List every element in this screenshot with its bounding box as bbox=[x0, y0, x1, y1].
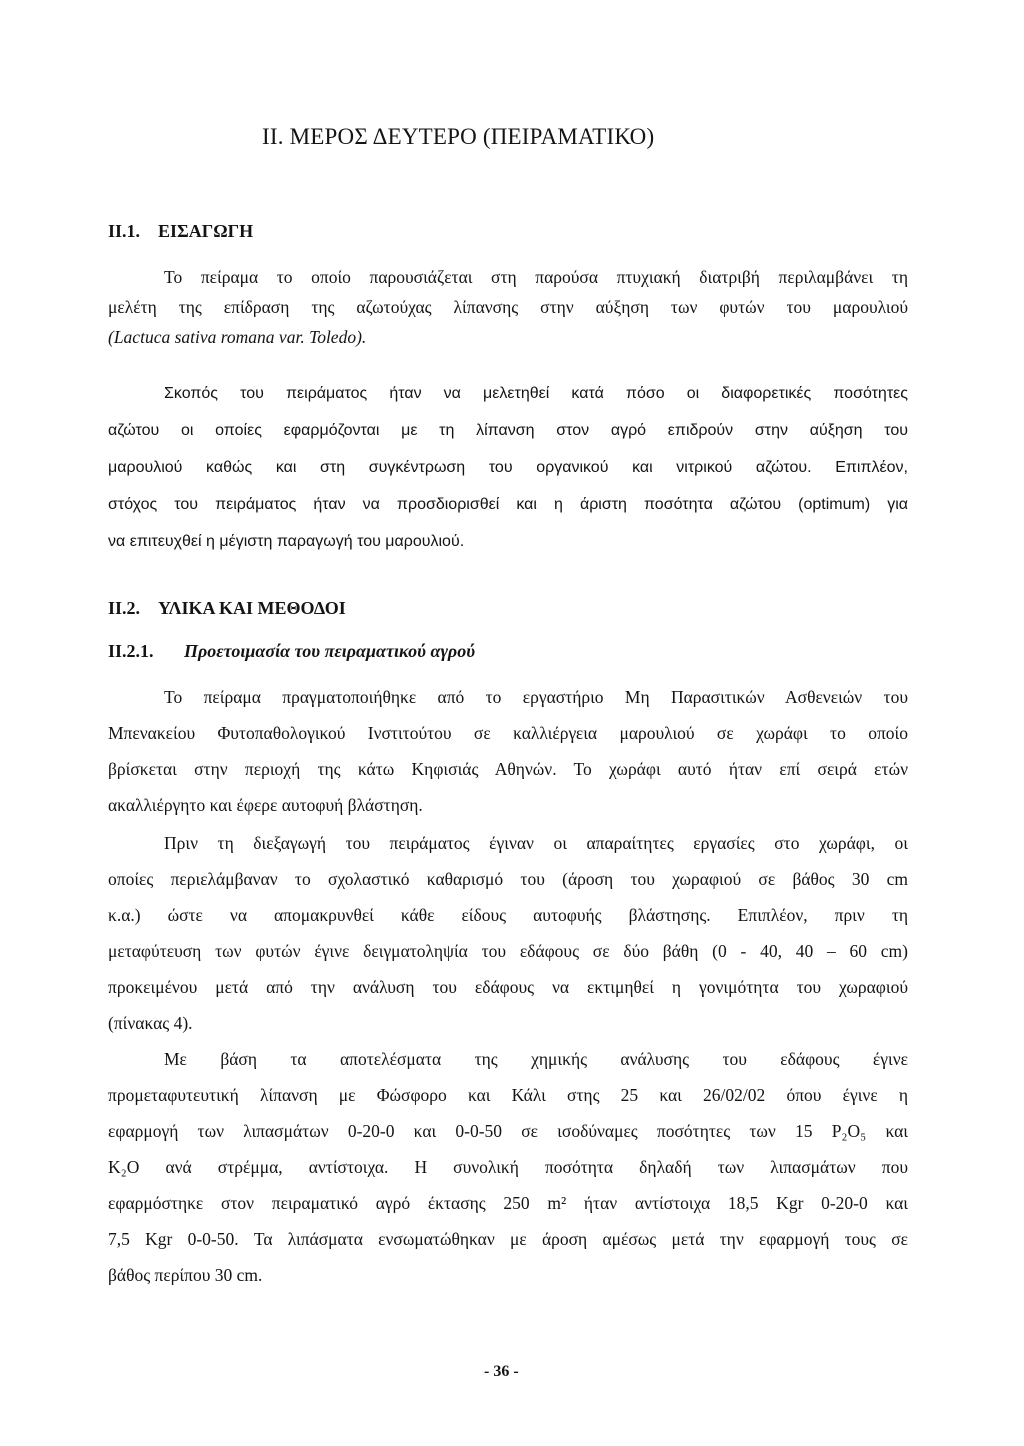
section-title: ΥΛΙΚΑ ΚΑΙ ΜΕΘΟΔΟΙ bbox=[158, 598, 346, 618]
text-line: μαρουλιού καθώς και στη συγκέντρωση του οργανικού και νιτρικού αζώτου. Επιπλέον, bbox=[108, 459, 908, 476]
subsection-title: Προετοιμασία του πειραματικού αγρού bbox=[184, 641, 476, 661]
section-heading-materials-methods bbox=[108, 598, 346, 619]
text-line: Το πείραμα το οποίο παρουσιάζεται στη παρούσα πτυχιακή διατριβή περιλαμβάνει τη bbox=[164, 267, 908, 287]
page-number: - 36 - bbox=[484, 1363, 519, 1380]
text-line: K₂O ανά στρέμμα, αντίστοιχα. Η συνολική ποσότητα δηλαδή των λιπασμάτων που bbox=[108, 1157, 908, 1177]
intro-paragraph-1 bbox=[108, 262, 908, 352]
text-line: Μπενακείου Φυτοπαθολογικού Ινστιτούτου σε καλλιέργεια μαρουλιού σε χωράφι το οποίο bbox=[108, 723, 908, 743]
text-line: αζώτου οι οποίες εφαρμόζονται με τη λίπανση στον αγρό επιδρούν στην αύξηση του bbox=[108, 422, 908, 439]
text-line: κ.α.) ώστε να απομακρυνθεί κάθε είδους αυτοφυής βλάστησης. Επιπλέον, πριν τη bbox=[108, 905, 908, 925]
text-line: Πριν τη διεξαγωγή του πειράματος έγιναν οι απαραίτητες εργασίες στο χωράφι, οι bbox=[164, 833, 908, 853]
text-line: 7,5 Kgr 0-0-50. Τα λιπάσματα ενσωματώθηκαν με άροση αμέσως μετά την εφαρμογή τους σε bbox=[108, 1229, 908, 1249]
text-line: μελέτη της επίδραση της αζωτούχας λίπανσης στην αύξηση των φυτών του μαρουλιού bbox=[108, 297, 908, 317]
text-line: οποίες περιελάμβαναν το σχολαστικό καθαρισμό του (άροση του χωραφιού σε βάθος 30 cm bbox=[108, 869, 908, 889]
field-paragraph-1 bbox=[108, 679, 908, 823]
section-heading-introduction bbox=[108, 221, 253, 242]
text-line: στόχος του πειράματος ήταν να προσδιορισθεί και η άριστη ποσότητα αζώτου (optimum) για bbox=[108, 496, 908, 513]
section-title: ΕΙΣΑΓΩΓΗ bbox=[158, 221, 254, 241]
section-number: II.2. bbox=[108, 598, 141, 618]
page-title: II. ΜΕΡΟΣ ΔΕΥΤΕΡΟ (ΠΕΙΡΑΜΑΤΙΚΟ) bbox=[262, 124, 655, 149]
text-line: (πίνακας 4). bbox=[108, 1013, 193, 1033]
subsection-number: II.2.1. bbox=[108, 641, 154, 661]
section-number: II.1. bbox=[108, 221, 141, 241]
text-line: (Lactuca sativa romana var. Toledo). bbox=[108, 327, 367, 347]
subsection-heading-field-preparation bbox=[108, 641, 475, 662]
text-line: εφαρμογή των λιπασμάτων 0-20-0 και 0-0-50 σε ισοδύναμες ποσότητες των 15 P₂O₅ και bbox=[108, 1121, 908, 1141]
text-line: εφαρμόστηκε στον πειραματικό αγρό έκτασης 250 m² ήταν αντίστοιχα 18,5 Kgr 0-20-0 και bbox=[108, 1193, 908, 1213]
field-paragraph-3 bbox=[108, 1041, 908, 1293]
text-line: να επιτευχθεί η μέγιστη παραγωγή του μαρουλιού. bbox=[108, 533, 465, 550]
text-line: βρίσκεται στην περιοχή της κάτω Κηφισιάς Αθηνών. Το χωράφι αυτό ήταν επί σειρά ετών bbox=[108, 759, 908, 779]
text-line: Το πείραμα πραγματοποιήθηκε από το εργαστήριο Μη Παρασιτικών Ασθενειών του bbox=[164, 687, 908, 707]
text-line: μεταφύτευση των φυτών έγινε δειγματοληψία του εδάφους σε δύο βάθη (0 - 40, 40 – 60 cm) bbox=[108, 941, 908, 961]
text-line: προκειμένου μετά από την ανάλυση του εδάφους να εκτιμηθεί η γονιμότητα του χωραφιού bbox=[108, 977, 908, 997]
text-line: βάθος περίπου 30 cm. bbox=[108, 1265, 263, 1285]
field-paragraph-2 bbox=[108, 825, 908, 1041]
text-line: προμεταφυτευτική λίπανση με Φώσφορο και Κάλι στης 25 και 26/02/02 όπου έγινε η bbox=[108, 1085, 908, 1105]
intro-paragraph-2 bbox=[108, 375, 908, 560]
text-line: ακαλλιέργητο και έφερε αυτοφυή βλάστηση. bbox=[108, 795, 423, 815]
text-line: Με βάση τα αποτελέσματα της χημικής ανάλυσης του εδάφους έγινε bbox=[164, 1049, 908, 1069]
text-line: Σκοπός του πειράματος ήταν να μελετηθεί κατά πόσο οι διαφορετικές ποσότητες bbox=[164, 385, 908, 402]
